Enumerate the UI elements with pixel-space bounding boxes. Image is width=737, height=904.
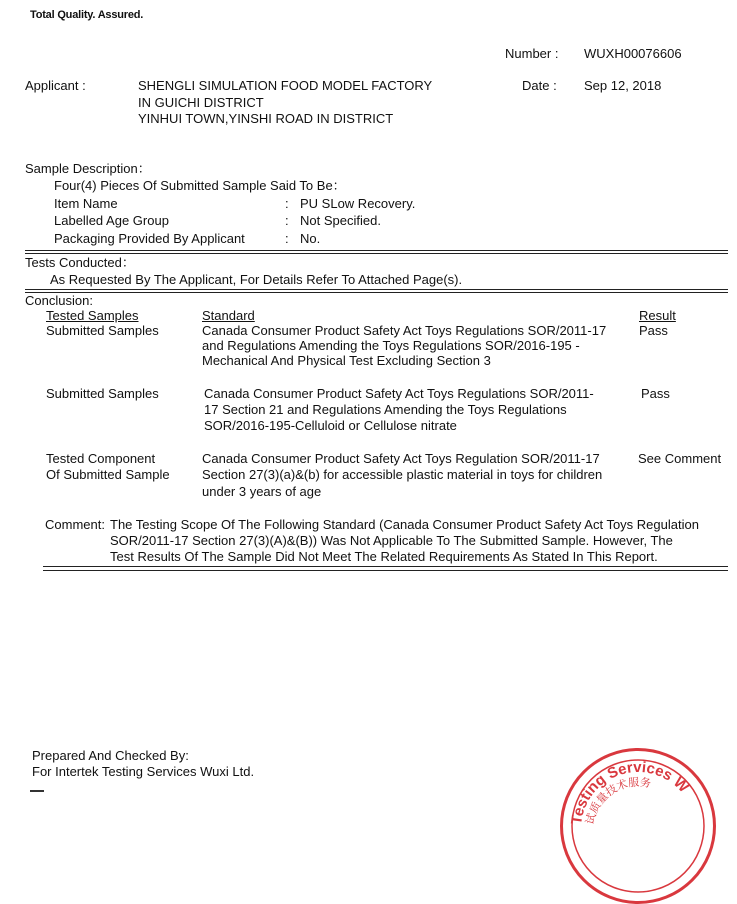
seal-text-cn: 试质量技术服务 [583,775,652,826]
age-group-value: Not Specified. [300,213,381,228]
table-row-sample: Submitted Samples [46,386,159,401]
divider [43,570,728,571]
conclusion-heading: Conclusion: [25,293,93,308]
packaging-value: No. [300,231,321,246]
prepared-by: Prepared And Checked By: [32,748,189,763]
col-standard: Standard [202,308,255,323]
col-result: Result [639,308,676,323]
table-row-standard: and Regulations Amending the Toys Regulations SOR/2016-195 - [202,338,580,353]
comment-line-2: SOR/2011-17 Section 27(3)(A)&(B)) Was Not Applicable To The Submitted Sample. However, The [110,533,673,548]
comment-line-1: The Testing Scope Of The Following Standard (Canada Consumer Product Safety Act Toys Regulation [110,517,699,532]
date-label: Date : [522,78,557,93]
seal-graphic [563,751,713,901]
comment-line-3: Test Results Of The Sample Did Not Meet The Related Requirements As Stated In This Report. [110,549,658,564]
item-name-label: Item Name [54,196,118,211]
number-label: Number : [505,46,559,61]
table-row-standard: 17 Section 21 and Regulations Amending the Toys Regulations [204,402,567,417]
applicant-label: Applicant : [25,78,86,93]
table-row-standard: under 3 years of age [202,484,322,499]
divider [25,289,728,290]
comment-label: Comment: [45,517,105,532]
table-row-result: Pass [639,323,668,338]
tests-text: As Requested By The Applicant, For Details Refer To Attached Page(s). [50,272,463,287]
packaging-label: Packaging Provided By Applicant [54,231,245,246]
table-row-standard: SOR/2016-195-Celluloid or Cellulose nitrate [204,418,457,433]
age-group-sep: : [285,213,289,228]
number-value: WUXH00076606 [584,46,682,61]
sample-intro: Four(4) Pieces Of Submitted Sample Said To Be： [54,178,346,193]
divider [43,566,728,567]
applicant-line-3: YINHUI TOWN,YINSHI ROAD IN DISTRICT [138,111,394,126]
table-row-result: Pass [641,386,670,401]
signature-fragment [30,790,44,792]
age-group-label: Labelled Age Group [54,213,169,228]
table-row-standard: Canada Consumer Product Safety Act Toys Regulations SOR/2011-17 [202,323,607,338]
table-row-standard: Mechanical And Physical Test Excluding Section 3 [202,353,491,368]
col-tested-samples: Tested Samples [46,308,139,323]
company-seal [560,748,716,904]
seal-text: Testing Services W [568,758,693,826]
applicant-line-1: SHENGLI SIMULATION FOOD MODEL FACTORY [138,78,433,93]
tests-heading: Tests Conducted： [25,255,135,270]
sample-heading: Sample Description： [25,161,151,176]
applicant-line-2: IN GUICHI DISTRICT [138,95,264,110]
divider [25,292,728,293]
table-row-standard: Canada Consumer Product Safety Act Toys Regulations SOR/2011- [204,386,594,401]
divider [25,250,728,251]
table-row-standard: Section 27(3)(a)&(b) for accessible plastic material in toys for children [202,467,603,482]
table-row-sample: Submitted Samples [46,323,159,338]
divider [25,253,728,254]
date-value: Sep 12, 2018 [584,78,662,93]
table-row-result: See Comment [638,451,722,466]
company-line: For Intertek Testing Services Wuxi Ltd. [32,764,255,779]
item-name-sep: : [285,196,289,211]
packaging-sep: : [285,231,289,246]
item-name-value: PU SLow Recovery. [300,196,416,211]
table-row-sample: Tested Component Of Submitted Sample [46,451,170,482]
tagline: Total Quality. Assured. [30,9,144,21]
table-row-standard: Canada Consumer Product Safety Act Toys Regulation SOR/2011-17 [202,451,600,466]
